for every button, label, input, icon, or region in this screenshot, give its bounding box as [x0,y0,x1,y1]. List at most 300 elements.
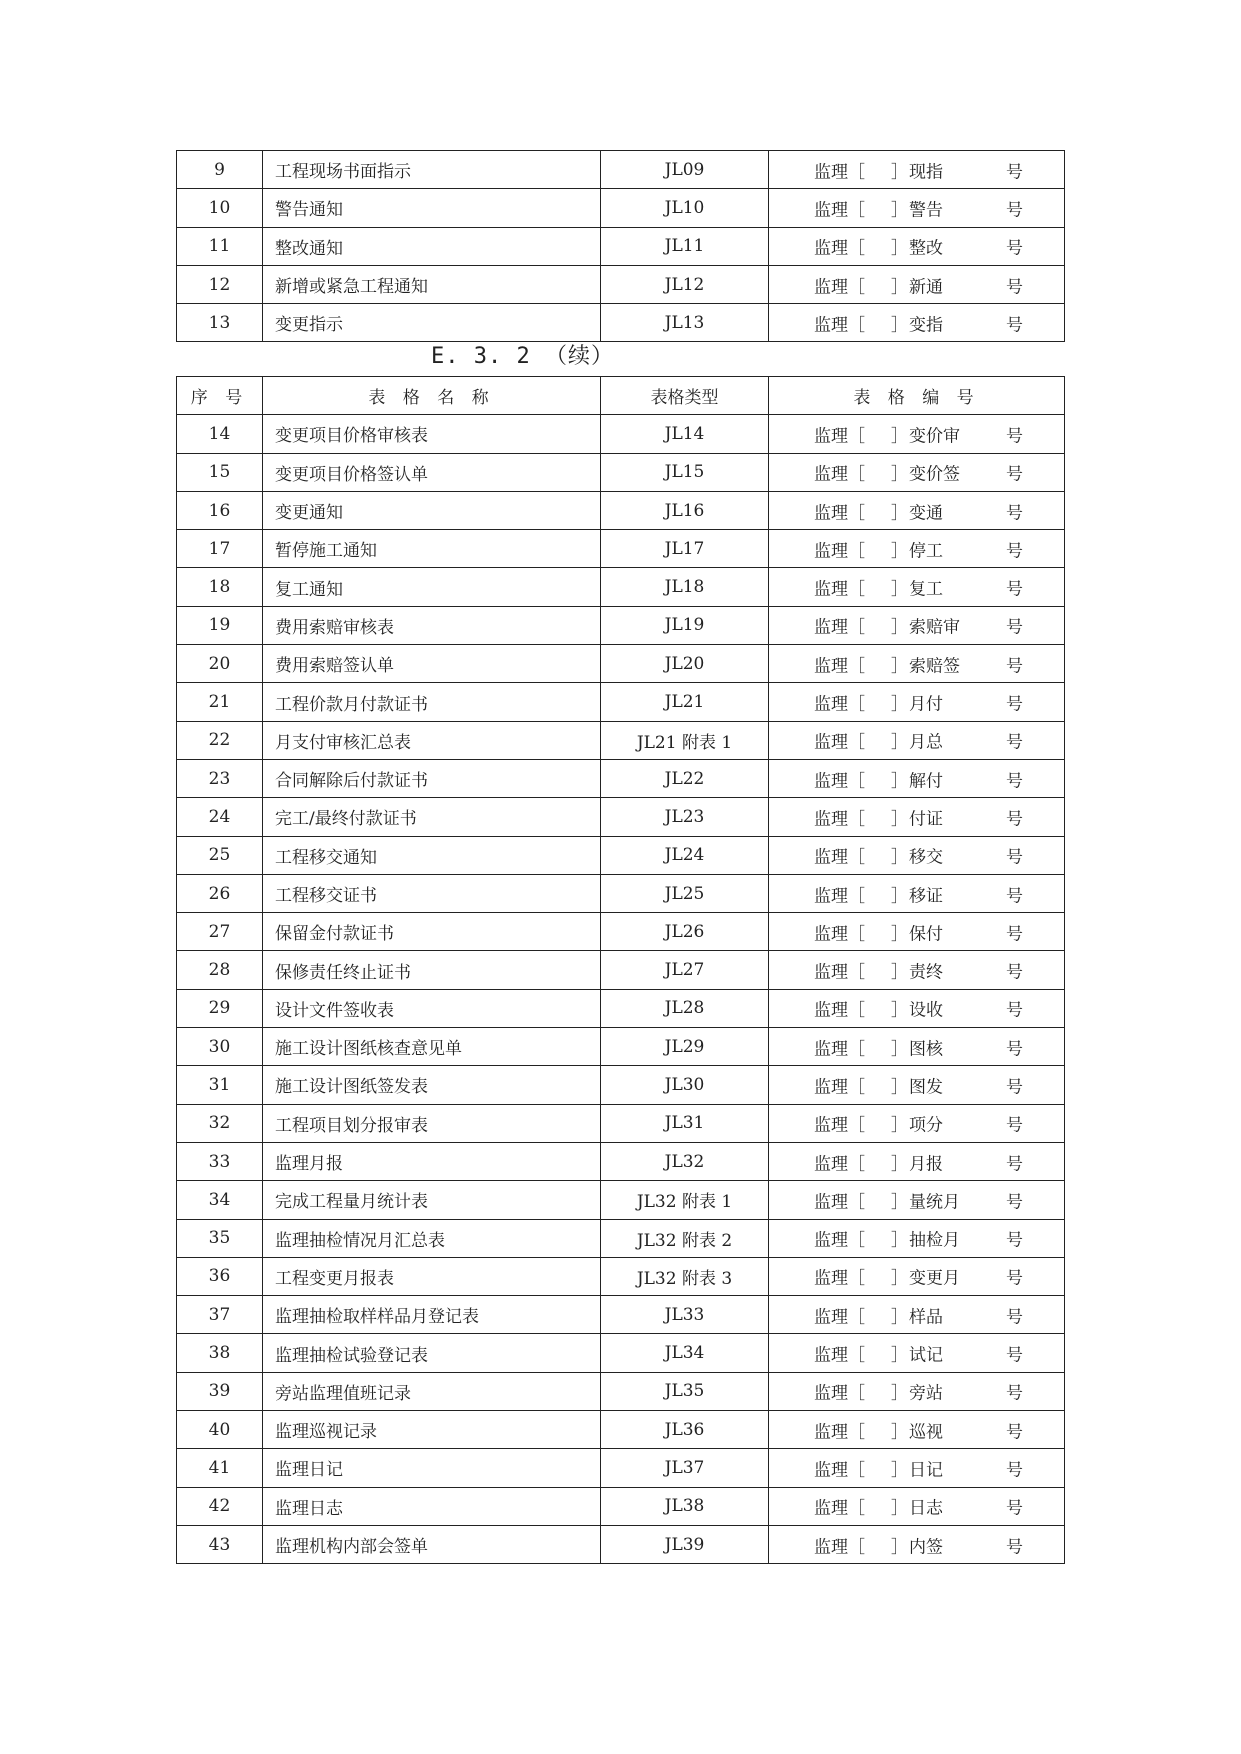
code-suffix: 号 [1006,315,1023,336]
code-prefix: 监理［ [814,1077,865,1098]
row-form-type: JL19 [601,606,769,644]
row-form-type: JL38 [601,1487,769,1525]
table-row [177,1257,1065,1295]
row-form-type: JL31 [601,1104,769,1142]
row-seq: 39 [177,1372,263,1410]
table-header-row [177,377,1065,415]
code-abbr: 解付 [909,771,943,792]
table-row [177,1487,1065,1525]
code-bracket-close: ］ [891,962,908,983]
row-seq: 17 [177,530,263,568]
row-form-name: 变更通知 [263,491,601,529]
code-prefix: 监理［ [814,1000,865,1021]
row-seq: 12 [177,265,263,303]
table-row [177,1334,1065,1372]
code-suffix: 号 [1006,503,1023,524]
row-form-name: 变更项目价格审核表 [263,415,601,453]
code-bracket-close: ］ [891,694,908,715]
code-suffix: 号 [1006,464,1023,485]
row-form-name: 变更指示 [263,304,601,342]
row-form-code [769,304,1065,342]
code-prefix: 监理［ [814,1268,865,1289]
row-form-name: 工程项目划分报审表 [263,1104,601,1142]
row-form-type: JL14 [601,415,769,453]
row-form-type: JL21 [601,683,769,721]
row-seq: 24 [177,798,263,836]
header-type: 表格类型 [601,377,769,415]
code-suffix: 号 [1006,1077,1023,1098]
row-seq: 13 [177,304,263,342]
code-suffix: 号 [1006,1039,1023,1060]
code-abbr: 日记 [909,1460,943,1481]
code-abbr: 移证 [909,886,943,906]
row-form-type: JL24 [601,836,769,874]
row-seq: 27 [177,913,263,951]
row-seq: 30 [177,1028,263,1066]
row-form-type: JL32 附表 1 [601,1181,769,1219]
row-form-name: 监理月报 [263,1142,601,1180]
code-bracket-close: ］ [891,315,908,336]
row-form-name: 监理机构内部会签单 [263,1525,601,1563]
row-form-type: JL10 [601,189,769,227]
row-form-code [769,1257,1065,1295]
row-seq: 25 [177,836,263,874]
row-seq: 9 [177,151,263,189]
row-seq: 29 [177,989,263,1027]
row-form-code [769,1066,1065,1104]
row-form-name: 监理抽检试验登记表 [263,1334,601,1372]
code-prefix: 监理［ [814,426,865,447]
row-form-name: 工程移交通知 [263,836,601,874]
row-form-name: 工程变更月报表 [263,1257,601,1295]
code-prefix: 监理［ [814,464,865,485]
code-suffix: 号 [1006,924,1023,945]
row-form-type: JL30 [601,1066,769,1104]
row-form-code [769,874,1065,912]
row-form-type: JL29 [601,1028,769,1066]
code-bracket-close: ］ [891,1307,908,1328]
code-prefix: 监理［ [814,1230,865,1251]
code-bracket-close: ］ [891,426,908,447]
code-prefix: 监理［ [814,771,865,792]
code-bracket-close: ］ [891,503,908,524]
header-name: 表 格 名 称 [263,377,601,415]
row-form-code [769,568,1065,606]
row-form-type: JL18 [601,568,769,606]
row-form-name: 监理日志 [263,1487,601,1525]
code-bracket-close: ］ [891,1345,908,1366]
table-row [177,304,1065,342]
code-abbr: 保付 [909,924,943,945]
row-seq: 11 [177,227,263,265]
row-seq: 41 [177,1449,263,1487]
code-suffix: 号 [1006,1000,1023,1021]
row-form-name: 工程现场书面指示 [263,151,601,189]
row-seq: 15 [177,453,263,491]
table-row [177,951,1065,989]
code-bracket-close: ］ [891,238,908,259]
code-abbr: 变通 [909,503,943,524]
code-bracket-close: ］ [891,464,908,485]
code-suffix: 号 [1006,426,1023,447]
row-form-name: 设计文件签收表 [263,989,601,1027]
code-bracket-close: ］ [891,1460,908,1481]
row-form-name: 复工通知 [263,568,601,606]
row-form-code [769,913,1065,951]
row-seq: 18 [177,568,263,606]
row-form-type: JL17 [601,530,769,568]
code-abbr: 试记 [909,1345,943,1366]
code-abbr: 月总 [909,732,943,753]
row-seq: 23 [177,759,263,797]
code-bracket-close: ］ [891,656,908,677]
table-row [177,227,1065,265]
row-form-code [769,1142,1065,1180]
code-suffix: 号 [1006,847,1023,868]
table-row [177,1142,1065,1180]
code-abbr: 复工 [909,579,943,600]
row-seq: 21 [177,683,263,721]
row-form-name: 警告通知 [263,189,601,227]
code-prefix: 监理［ [814,732,865,753]
row-form-name: 施工设计图纸核查意见单 [263,1028,601,1066]
code-bracket-close: ］ [891,1192,908,1213]
code-suffix: 号 [1006,579,1023,600]
code-prefix: 监理［ [814,1039,865,1060]
code-prefix: 监理［ [814,962,865,983]
code-abbr: 索赔审 [909,617,960,638]
row-form-code [769,1525,1065,1563]
row-form-type: JL11 [601,227,769,265]
code-bracket-close: ］ [891,1422,908,1443]
row-form-name: 监理巡视记录 [263,1411,601,1449]
forms-table-top [176,150,1065,342]
row-form-type: JL26 [601,913,769,951]
code-bracket-close: ］ [891,200,908,221]
row-seq: 10 [177,189,263,227]
row-form-code [769,1219,1065,1257]
code-abbr: 月报 [909,1154,943,1175]
code-abbr: 项分 [909,1115,943,1136]
row-form-code [769,951,1065,989]
code-prefix: 监理［ [814,694,865,715]
code-suffix: 号 [1006,1115,1023,1136]
code-suffix: 号 [1006,1383,1023,1404]
table-row [177,415,1065,453]
code-suffix: 号 [1006,1460,1023,1481]
code-bracket-close: ］ [891,277,908,298]
code-prefix: 监理［ [814,1345,865,1366]
code-bracket-close: ］ [891,1077,908,1098]
row-seq: 22 [177,721,263,759]
row-seq: 20 [177,645,263,683]
row-seq: 16 [177,491,263,529]
code-prefix: 监理［ [814,809,865,830]
table-caption: E. 3. 2 （续） [431,344,614,369]
row-form-type: JL28 [601,989,769,1027]
table-row [177,453,1065,491]
table-row [177,189,1065,227]
code-suffix: 号 [1006,1268,1023,1289]
code-prefix: 监理［ [814,200,865,221]
code-suffix: 号 [1006,200,1023,221]
code-abbr: 内签 [909,1537,943,1558]
code-suffix: 号 [1006,962,1023,983]
row-form-type: JL32 附表 3 [601,1257,769,1295]
code-suffix: 号 [1006,1154,1023,1175]
code-abbr: 抽检月 [909,1230,960,1251]
row-form-type: JL36 [601,1411,769,1449]
table-row [177,683,1065,721]
code-abbr: 月付 [909,694,943,715]
row-seq: 40 [177,1411,263,1449]
code-prefix: 监理［ [814,277,865,298]
code-suffix: 号 [1006,694,1023,715]
code-prefix: 监理［ [814,1498,865,1519]
row-seq: 28 [177,951,263,989]
code-prefix: 监理［ [814,579,865,600]
code-abbr: 现指 [909,162,943,183]
table-row [177,836,1065,874]
code-suffix: 号 [1006,771,1023,792]
row-form-type: JL21 附表 1 [601,721,769,759]
row-form-type: JL33 [601,1296,769,1334]
row-seq: 32 [177,1104,263,1142]
table-row [177,265,1065,303]
code-suffix: 号 [1006,656,1023,677]
code-suffix: 号 [1006,732,1023,753]
code-bracket-close: ］ [891,847,908,868]
row-form-type: JL09 [601,151,769,189]
row-form-code [769,1487,1065,1525]
row-form-name: 暂停施工通知 [263,530,601,568]
table-row [177,798,1065,836]
code-bracket-close: ］ [891,809,908,830]
row-seq: 38 [177,1334,263,1372]
row-form-type: JL25 [601,874,769,912]
row-form-code [769,683,1065,721]
code-abbr: 设收 [909,1000,943,1021]
row-form-name: 保留金付款证书 [263,913,601,951]
row-form-code [769,759,1065,797]
code-suffix: 号 [1006,1498,1023,1519]
code-abbr: 变更月 [909,1268,960,1289]
code-suffix: 号 [1006,1422,1023,1443]
row-form-name: 完工/最终付款证书 [263,798,601,836]
code-bracket-close: ］ [891,771,908,792]
row-form-type: JL32 附表 2 [601,1219,769,1257]
row-form-type: JL13 [601,304,769,342]
code-abbr: 新通 [909,277,943,298]
row-form-code [769,606,1065,644]
code-prefix: 监理［ [814,162,865,183]
table-row [177,721,1065,759]
code-bracket-close: ］ [891,617,908,638]
forms-table-continued [176,376,1065,1564]
row-form-code [769,1296,1065,1334]
code-bracket-close: ］ [891,1268,908,1289]
code-abbr: 停工 [909,541,943,562]
row-form-code [769,491,1065,529]
row-form-name: 工程移交证书 [263,874,601,912]
row-form-code [769,721,1065,759]
code-bracket-close: ］ [891,1383,908,1404]
table-row [177,606,1065,644]
row-seq: 43 [177,1525,263,1563]
row-form-name: 合同解除后付款证书 [263,759,601,797]
code-suffix: 号 [1006,238,1023,259]
table-row [177,1028,1065,1066]
code-suffix: 号 [1006,1307,1023,1328]
code-abbr: 警告 [909,200,943,221]
table-row [177,1181,1065,1219]
table-row [177,1411,1065,1449]
code-bracket-close: ］ [891,1039,908,1060]
table-row [177,874,1065,912]
row-form-code [769,1104,1065,1142]
table-row [177,1296,1065,1334]
row-form-code [769,1411,1065,1449]
code-suffix: 号 [1006,886,1023,906]
code-bracket-close: ］ [891,1230,908,1251]
code-suffix: 号 [1006,162,1023,183]
row-form-code [769,989,1065,1027]
table-row [177,1219,1065,1257]
row-form-type: JL27 [601,951,769,989]
code-abbr: 变价审 [909,426,960,447]
code-prefix: 监理［ [814,1192,865,1213]
row-form-code [769,453,1065,491]
row-form-code [769,151,1065,189]
row-form-code [769,1181,1065,1219]
code-prefix: 监理［ [814,1115,865,1136]
table-row [177,1066,1065,1104]
code-abbr: 旁站 [909,1383,943,1404]
row-seq: 42 [177,1487,263,1525]
code-abbr: 付证 [909,809,943,830]
code-abbr: 责终 [909,962,943,983]
row-form-code [769,189,1065,227]
code-abbr: 整改 [909,238,943,259]
table-row [177,1104,1065,1142]
row-seq: 37 [177,1296,263,1334]
row-seq: 19 [177,606,263,644]
code-suffix: 号 [1006,1537,1023,1558]
code-prefix: 监理［ [814,1383,865,1404]
row-form-code [769,227,1065,265]
code-prefix: 监理［ [814,847,865,868]
row-form-type: JL34 [601,1334,769,1372]
row-seq: 14 [177,415,263,453]
row-form-name: 保修责任终止证书 [263,951,601,989]
code-bracket-close: ］ [891,1000,908,1021]
code-abbr: 图核 [909,1039,943,1060]
table-row [177,568,1065,606]
code-suffix: 号 [1006,1345,1023,1366]
row-form-code [769,798,1065,836]
code-suffix: 号 [1006,277,1023,298]
table-row [177,645,1065,683]
code-suffix: 号 [1006,1192,1023,1213]
row-form-code [769,530,1065,568]
code-suffix: 号 [1006,1230,1023,1251]
row-form-code [769,1028,1065,1066]
code-prefix: 监理［ [814,1154,865,1175]
code-prefix: 监理［ [814,315,865,336]
row-form-code [769,1449,1065,1487]
code-bracket-close: ］ [891,541,908,562]
table-row [177,989,1065,1027]
row-seq: 31 [177,1066,263,1104]
row-form-name: 旁站监理值班记录 [263,1372,601,1410]
row-form-type: JL12 [601,265,769,303]
code-bracket-close: ］ [891,1537,908,1558]
code-suffix: 号 [1006,541,1023,562]
row-seq: 34 [177,1181,263,1219]
row-form-name: 月支付审核汇总表 [263,721,601,759]
code-prefix: 监理［ [814,1460,865,1481]
row-form-name: 新增或紧急工程通知 [263,265,601,303]
table-row [177,913,1065,951]
row-form-name: 完成工程量月统计表 [263,1181,601,1219]
code-bracket-close: ］ [891,1498,908,1519]
code-suffix: 号 [1006,809,1023,830]
row-seq: 36 [177,1257,263,1295]
row-form-type: JL15 [601,453,769,491]
code-abbr: 量统月 [909,1192,960,1213]
code-prefix: 监理［ [814,1307,865,1328]
row-form-name: 施工设计图纸签发表 [263,1066,601,1104]
row-seq: 35 [177,1219,263,1257]
row-form-name: 费用索赔签认单 [263,645,601,683]
table-row [177,530,1065,568]
code-prefix: 监理［ [814,656,865,677]
row-form-code [769,1372,1065,1410]
row-seq: 26 [177,874,263,912]
row-form-type: JL39 [601,1525,769,1563]
row-form-name: 监理抽检取样样品月登记表 [263,1296,601,1334]
code-prefix: 监理［ [814,503,865,524]
code-abbr: 变价签 [909,464,960,485]
code-abbr: 样品 [909,1307,943,1328]
row-form-name: 费用索赔审核表 [263,606,601,644]
row-form-type: JL35 [601,1372,769,1410]
code-bracket-close: ］ [891,1154,908,1175]
row-form-name: 监理抽检情况月汇总表 [263,1219,601,1257]
code-bracket-close: ］ [891,732,908,753]
code-abbr: 巡视 [909,1422,943,1443]
table-row [177,759,1065,797]
code-prefix: 监理［ [814,1422,865,1443]
row-form-name: 监理日记 [263,1449,601,1487]
code-bracket-close: ］ [891,924,908,945]
header-seq: 序 号 [177,377,263,415]
code-abbr: 日志 [909,1498,943,1519]
row-form-name: 整改通知 [263,227,601,265]
code-abbr: 变指 [909,315,943,336]
table-row [177,1525,1065,1563]
row-form-type: JL22 [601,759,769,797]
row-form-code [769,645,1065,683]
code-abbr: 图发 [909,1077,943,1098]
code-suffix: 号 [1006,617,1023,638]
code-prefix: 监理［ [814,886,865,906]
code-bracket-close: ］ [891,1115,908,1136]
row-seq: 33 [177,1142,263,1180]
row-form-type: JL23 [601,798,769,836]
code-abbr: 索赔签 [909,656,960,677]
code-prefix: 监理［ [814,617,865,638]
